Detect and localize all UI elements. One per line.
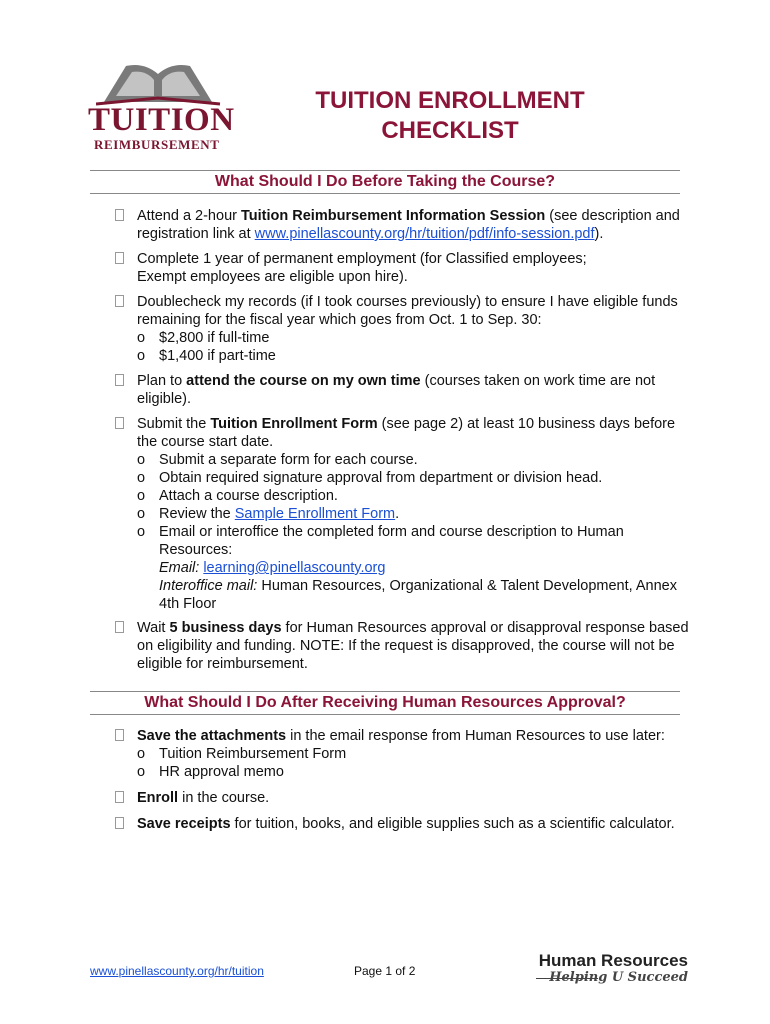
tuition-reimbursement-logo — [88, 58, 235, 156]
brand-line-1: Human Resources — [538, 951, 688, 970]
sub-list-item: o HR approval memo — [137, 764, 284, 780]
sub-list-item: o Tuition Reimbursement Form — [137, 746, 347, 762]
sub-list-item: o Attach a course description. — [137, 488, 338, 504]
checkbox-icon[interactable] — [115, 252, 124, 264]
footer-tuition-link[interactable]: www.pinellascounty.org/hr/tuition — [90, 964, 264, 978]
item-text: Wait 5 business days for Human Resources approval or disapproval response based on eligibility and funding. NOTE: If the request is disapproved, the course will not be eligible for reimbursement. — [137, 620, 689, 672]
title-line-1: TUITION ENROLLMENT — [315, 87, 585, 114]
section-heading-after: What Should I Do After Receiving Human Resources Approval? — [90, 691, 680, 715]
checkbox-icon[interactable] — [115, 417, 124, 429]
sub-list-item: o Submit a separate form for each course. — [137, 452, 418, 468]
page-title — [300, 86, 600, 146]
item-text: Save the attachments in the email response from Human Resources to use later: o Tuition Reimbursement Form o HR approval memo — [137, 727, 692, 781]
sub-list-item: o Review the Sample Enrollment Form. — [137, 506, 400, 522]
item-text: Save receipts for tuition, books, and eligible supplies such as a scientific calculator. — [137, 816, 675, 832]
attachments-sub-list — [137, 745, 692, 781]
open-book-icon — [96, 58, 221, 106]
sub-list-item: o Email or interoffice the completed form and course description to Human Resources: Email: learning@pinellascounty.org Interoffice mail: Human Resources, Organizational & Talent Development, Annex 4th Floor — [137, 524, 677, 612]
checkbox-icon[interactable] — [115, 374, 124, 386]
human-resources-logo — [528, 952, 688, 988]
section-heading-before: What Should I Do Before Taking the Course? — [90, 170, 680, 194]
funds-sub-list — [137, 329, 692, 365]
page-number: Page 1 of 2 — [354, 964, 416, 978]
checkbox-icon[interactable] — [115, 817, 124, 829]
checkbox-icon[interactable] — [115, 621, 124, 633]
item-text: Submit the Tuition Enrollment Form (see page 2) at least 10 business days before the course start date. o Submit a separate form for each course. o Obtain required signature approval from department or division head. o Attach a course description. o Review the Sample Enrollment Form. o Email or interoffice the completed form and course description to Human Resources: Email: learning@pinellascounty.org Interoffice mail: Human Resources, Organizational & Talent Development, Annex 4th Floor — [137, 415, 692, 613]
title-line-2: CHECKLIST — [381, 117, 519, 144]
logo-wordmark: TUITION — [88, 102, 235, 138]
item-text: Complete 1 year of permanent employment (for Classified employees; Exempt employees are eligible upon hire). — [137, 251, 587, 285]
checkbox-icon[interactable] — [115, 729, 124, 741]
checkbox-icon[interactable] — [115, 295, 124, 307]
checkbox-icon[interactable] — [115, 791, 124, 803]
checkbox-icon[interactable] — [115, 209, 124, 221]
brand-line-2: Helping U Succeed — [549, 970, 688, 985]
item-text: Enroll in the course. — [137, 790, 270, 806]
item-text: Plan to attend the course on my own time (courses taken on work time are not eligible). — [137, 373, 656, 407]
sub-list-item: o Obtain required signature approval from department or division head. — [137, 470, 603, 486]
sub-list-item: o $1,400 if part-time — [137, 348, 276, 364]
sub-list-item: o $2,800 if full-time — [137, 330, 270, 346]
logo-subtitle: REIMBURSEMENT — [94, 137, 220, 152]
info-session-link[interactable]: www.pinellascounty.org/hr/tuition/pdf/info-session.pdf — [254, 226, 595, 242]
item-text: Attend a 2-hour Tuition Reimbursement Information Session (see description and registration link at www.pinellascounty.org/hr/tuition/pdf/info-session.pdf). — [137, 208, 680, 242]
email-link[interactable]: learning@pinellascounty.org — [203, 560, 386, 576]
item-text: Doublecheck my records (if I took courses previously) to ensure I have eligible funds remaining for the fiscal year which goes from Oct. 1 to Sep. 30: o $2,800 if full-time o $1,400 if part-time — [137, 293, 692, 365]
enrollment-sub-list — [137, 451, 692, 613]
sample-enrollment-form-link[interactable]: Sample Enrollment Form — [234, 506, 396, 522]
